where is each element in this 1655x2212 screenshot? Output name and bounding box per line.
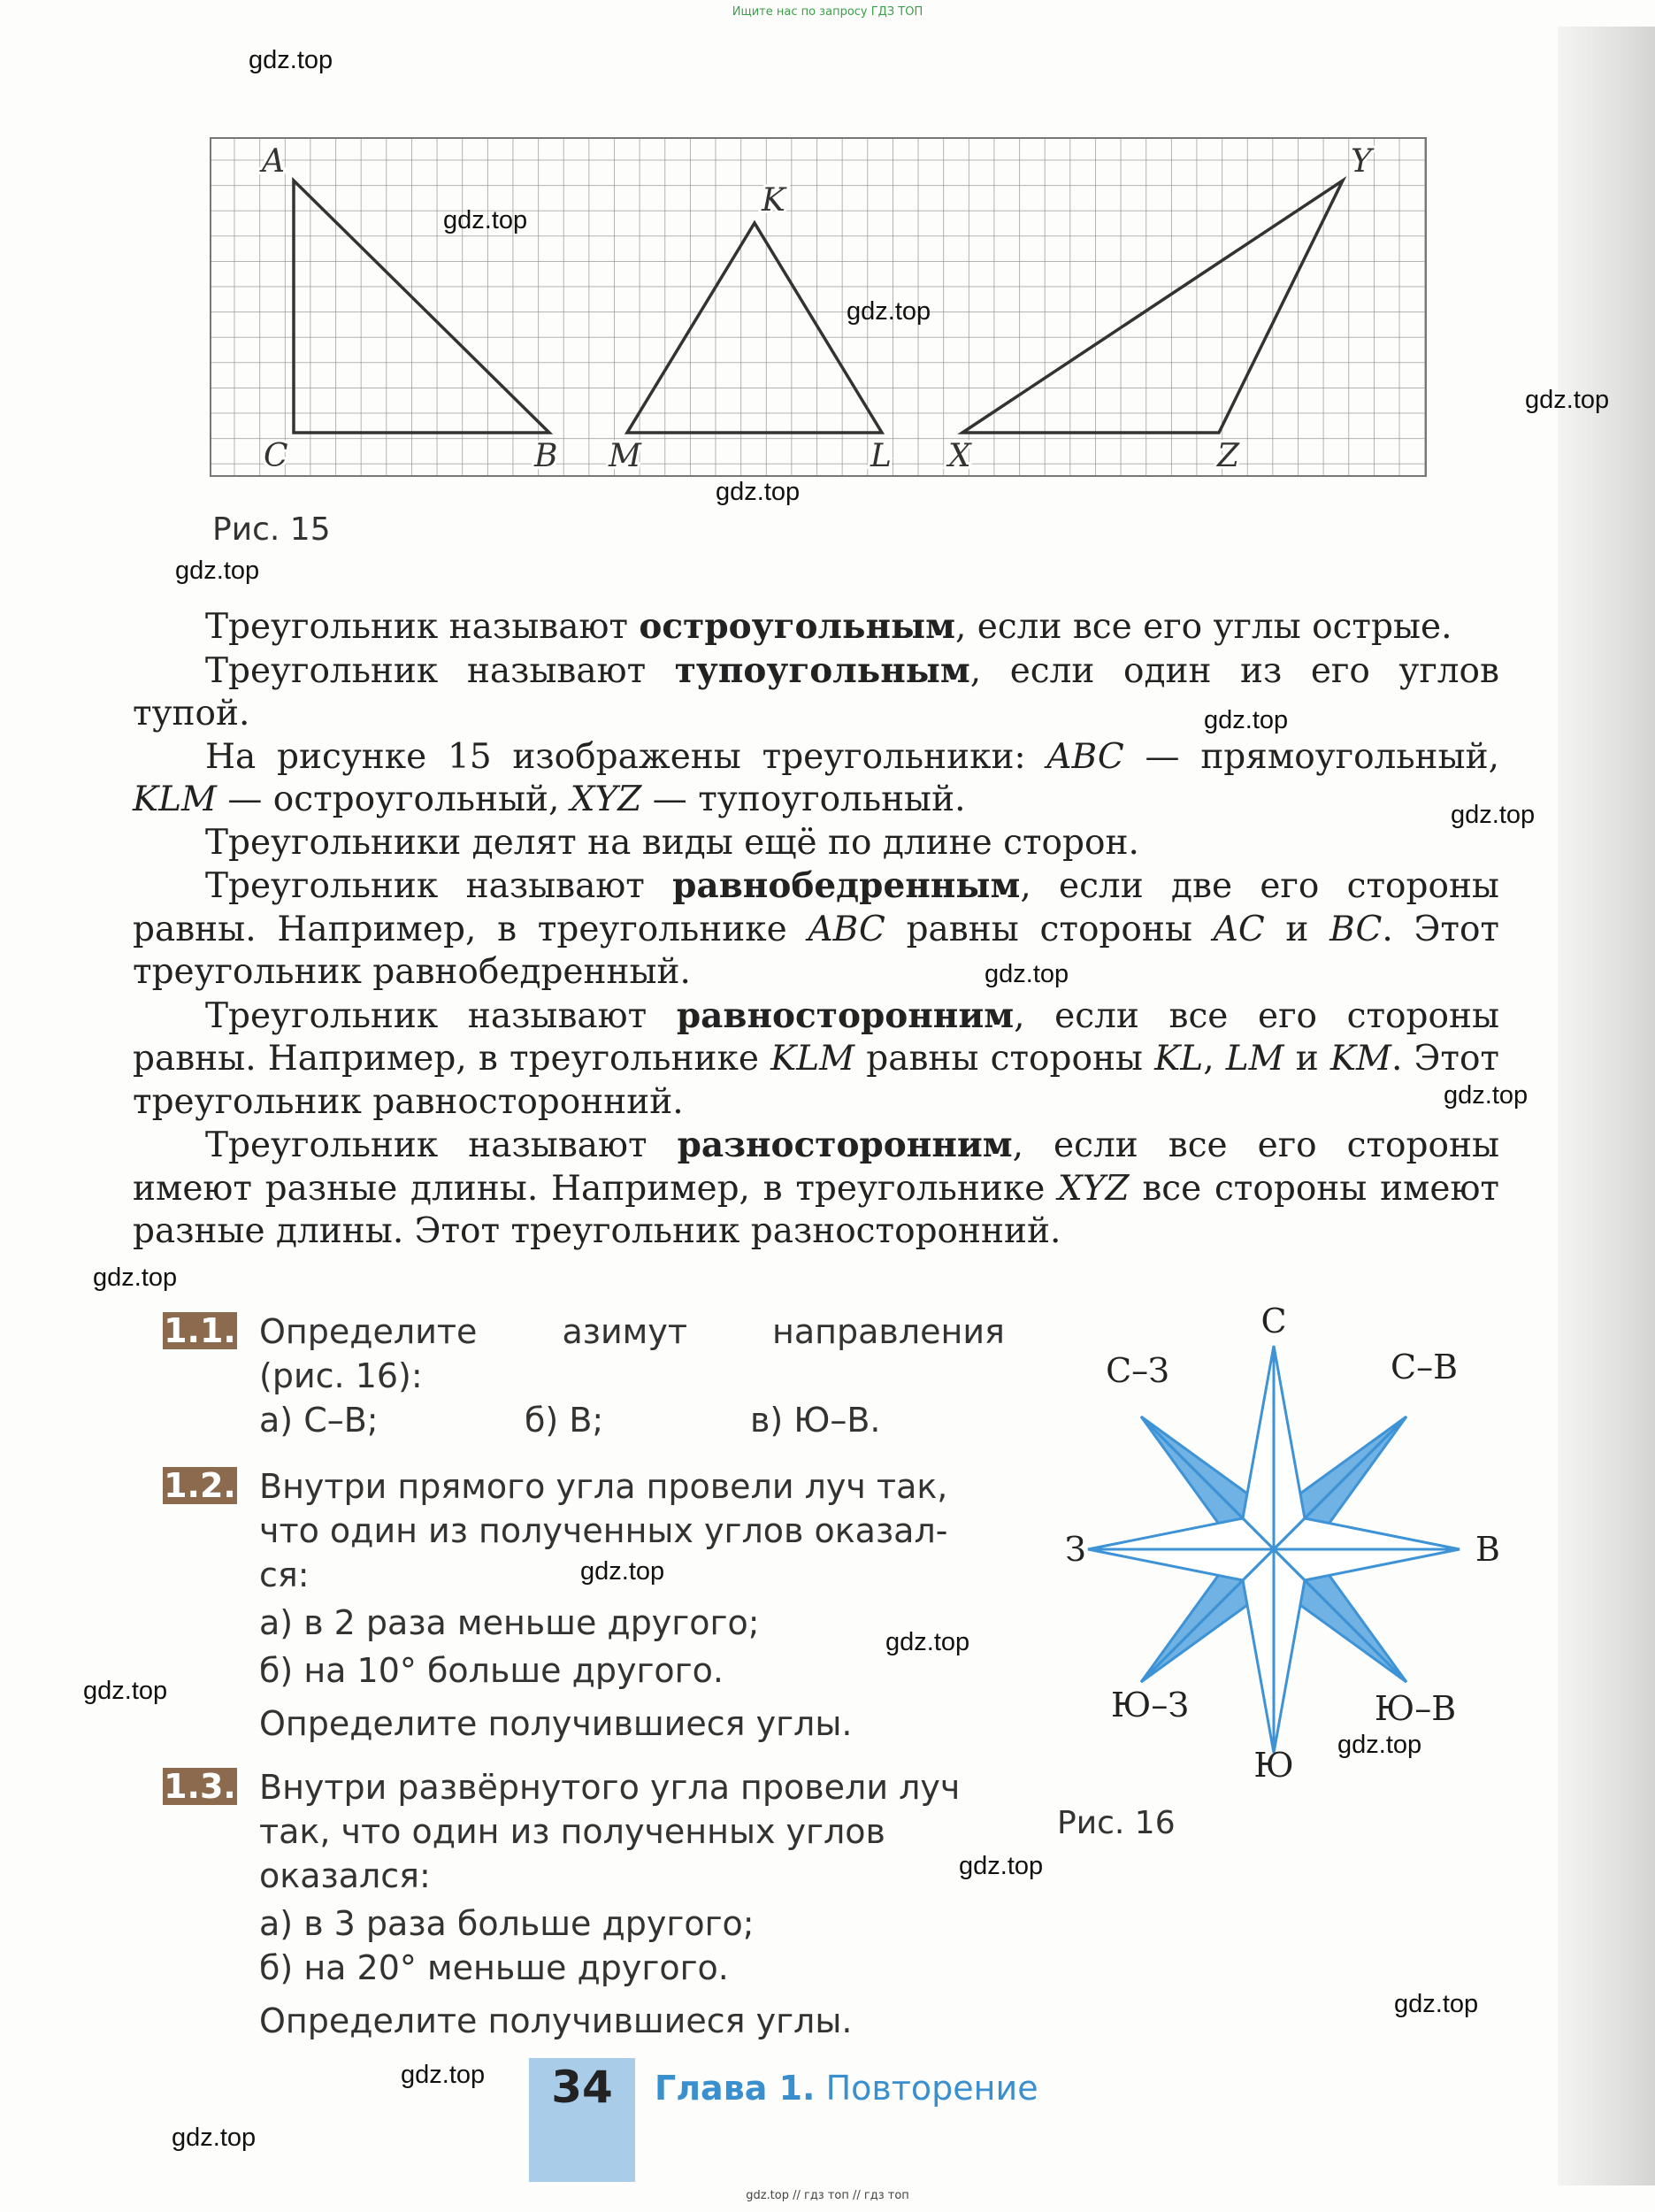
- paragraph-equilateral: Треугольник называют равносторонним, если все его стороны равны. Например, в треугольнике KLM равны стороны KL, LM и KM. Этот треугольник равносторонний.: [133, 995, 1500, 1122]
- direction-west: З: [1065, 1530, 1086, 1569]
- direction-southwest: Ю–З: [1110, 1686, 1190, 1724]
- option-c: в) Ю–В.: [750, 1401, 881, 1440]
- exercise-number-badge: 1.1.: [164, 1311, 236, 1350]
- vertex-label-l: L: [870, 438, 892, 474]
- paragraph-sides: Треугольники делят на виды ещё по длине сторон.: [205, 822, 1139, 863]
- watermark: gdz.top: [83, 1677, 168, 1705]
- direction-east: В: [1475, 1530, 1500, 1569]
- option-b: б) В;: [525, 1401, 604, 1440]
- chapter-footer: [655, 2069, 1038, 2108]
- chapter-label: Глава 1.: [655, 2069, 816, 2108]
- watermark: gdz.top: [172, 2124, 257, 2152]
- figure-16-compass-rose: [1061, 1301, 1521, 1796]
- watermark: gdz.top: [1444, 1081, 1529, 1110]
- exercise-option: а) в 3 раза больше другого;: [259, 1904, 755, 1943]
- vertex-label-z: Z: [1217, 438, 1240, 474]
- option-a: а) С–В;: [259, 1401, 379, 1440]
- exercise-line: Определите получившиеся углы.: [259, 1704, 853, 1743]
- exercise-option: б) на 10° больше другого.: [259, 1651, 724, 1690]
- vertex-label-c: C: [264, 438, 288, 474]
- exercise-line: ся:: [259, 1555, 310, 1594]
- paragraph-scalene: Треугольник называют разносторонним, если все его стороны имеют разные длины. Например, в треугольнике XYZ все стороны имеют разные длины. Этот треугольник разносторонний.: [133, 1125, 1500, 1251]
- direction-northeast: С–В: [1391, 1348, 1458, 1386]
- vertex-label-y: Y: [1351, 143, 1372, 180]
- vertex-label-b: B: [534, 438, 558, 474]
- vertex-label-m: M: [609, 438, 641, 474]
- page-number: 34: [551, 2062, 613, 2113]
- paragraph-obtuse: Треугольник называют тупоугольным, если один из его углов тупой.: [133, 649, 1499, 733]
- exercise-line: Внутри прямого угла провели луч так,: [259, 1467, 948, 1506]
- paragraph-figure-description: На рисунке 15 изображены треугольники: ABC — прямоугольный, KLM — остроугольный, XYZ — тупоугольный.: [133, 736, 1499, 819]
- watermark: gdz.top: [1394, 1990, 1479, 2018]
- exercise-text: [259, 1765, 1161, 2043]
- exercise-option: а) в 2 раза меньше другого;: [259, 1603, 760, 1642]
- exercise-line: Определите азимут направления: [259, 1312, 1005, 1351]
- figure-16-caption: Рис. 16: [1057, 1805, 1176, 1841]
- watermark: gdz.top: [847, 297, 931, 326]
- vertex-label-a: A: [262, 143, 285, 180]
- chapter-title: Повторение: [825, 2069, 1038, 2108]
- exercise-line: (рис. 16):: [259, 1356, 423, 1395]
- watermark: gdz.top: [1204, 706, 1289, 734]
- watermark: gdz.top: [175, 557, 260, 585]
- exercise-option: б) на 20° меньше другого.: [259, 1948, 729, 1987]
- exercise-number-badge: 1.2.: [164, 1466, 236, 1505]
- exercise-options: [259, 1398, 1165, 1442]
- exercise-line: Внутри развёрнутого угла провели луч: [259, 1768, 961, 1807]
- figure-15-grid: [209, 134, 1429, 478]
- watermark: gdz.top: [885, 1628, 970, 1656]
- watermark: gdz.top: [716, 478, 801, 506]
- vertex-label-x: X: [948, 438, 971, 474]
- direction-south: Ю: [1253, 1746, 1294, 1785]
- exercise-line: так, что один из полученных углов: [259, 1812, 885, 1851]
- watermark: gdz.top: [443, 206, 528, 234]
- page-edge-shadow: [1558, 27, 1655, 2185]
- grid-area: [211, 138, 1426, 476]
- watermark: gdz.top: [401, 2061, 486, 2089]
- watermark: gdz.top: [1525, 386, 1610, 414]
- figure-15-caption: Рис. 15: [212, 511, 331, 548]
- exercise-line: Определите получившиеся углы.: [259, 2001, 853, 2040]
- watermark: gdz.top: [93, 1263, 178, 1292]
- exercise-line: что один из полученных углов оказал-: [259, 1511, 948, 1550]
- watermark: gdz.top: [985, 960, 1069, 988]
- exercise-number-badge: 1.3.: [164, 1767, 236, 1806]
- watermark: gdz.top: [249, 46, 333, 74]
- exercise-text: [259, 1310, 1165, 1442]
- paragraph-isosceles: Треугольник называют равнобедренным, если две его стороны равны. Например, в треугольнике ABC равны стороны AC и BC. Этот треугольник равнобедренный.: [133, 865, 1499, 992]
- direction-southeast: Ю–В: [1374, 1689, 1457, 1728]
- top-notice: Ищите нас по запросу ГДЗ ТОП: [732, 5, 923, 19]
- vertex-label-k: K: [762, 182, 785, 219]
- theory-text: [133, 605, 1499, 1254]
- bottom-notice: gdz.top // гдз топ // гдз топ: [746, 2189, 909, 2202]
- exercise-text: [259, 1464, 1161, 1746]
- watermark: gdz.top: [959, 1852, 1044, 1880]
- exercise-line: оказался:: [259, 1856, 431, 1895]
- watermark: gdz.top: [1337, 1731, 1422, 1759]
- watermark: gdz.top: [580, 1557, 665, 1586]
- direction-northwest: С–З: [1106, 1351, 1169, 1390]
- paragraph-acute: Треугольник называют остроугольным, если все его углы острые.: [205, 606, 1452, 647]
- watermark: gdz.top: [1451, 801, 1536, 829]
- direction-north: С: [1260, 1302, 1287, 1340]
